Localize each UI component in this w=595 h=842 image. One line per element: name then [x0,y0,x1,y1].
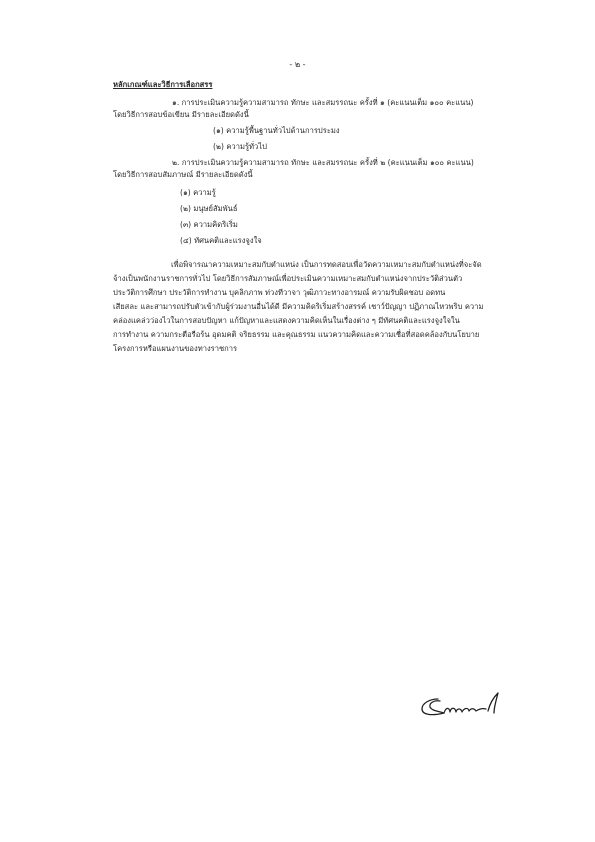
handwritten-signature [416,689,516,721]
paragraph-line: โครงการหรือแผนงานของทางราชการ [113,344,238,353]
section-heading: หลักเกณฑ์และวิธีการเลือกสรร [113,80,213,89]
criterion-1-item-2: (๒) ความรู้ทั่วไป [213,142,267,151]
interview-paragraph [113,258,493,356]
paragraph-line: คล่องแคล่วว่องไวในการสอบปัญหา แก้ปัญหาและแสดงความคิดเห็นในเรื่องต่าง ๆ มีทัศนคติและแรงจูงใจใน [113,316,460,325]
criterion-1-line-1: ๑. การประเมินความรู้ความสามารถ ทักษะ และสมรรถนะ ครั้งที่ ๑ (คะแนนเต็ม ๑๐๐ คะแนน) [172,98,474,107]
criterion-2-line-1: ๒. การประเมินความรู้ความสามารถ ทักษะ และสมรรถนะ ครั้งที่ ๒ (คะแนนเต็ม ๑๐๐ คะแนน) [172,158,474,167]
paragraph-line: จ้างเป็นพนักงานราชการทั่วไป โดยวิธีการสัมภาษณ์เพื่อประเมินความเหมาะสมกับตำแหน่งจากประวัติส่วนตัว [113,274,463,283]
criterion-1-line-2: โดยวิธีการสอบข้อเขียน มีรายละเอียดดังนี้ [113,110,249,119]
page-number: - ๒ - [289,60,306,69]
paragraph-line: เสียสละ และสามารถปรับตัวเข้ากับผู้ร่วมงานอื่นได้ดี มีความคิดริเริ่มสร้างสรรค์ เชาว์ปัญญา ปฏิภาณไหวพริบ ความ [113,302,484,311]
criterion-1-item-1: (๑) ความรู้พื้นฐานทั่วไปด้านการประมง [213,126,340,135]
paragraph-line: ประวัติการศึกษา ประวัติการทำงาน บุคลิกภาพ ท่วงทีวาจา วุฒิภาวะทางอารมณ์ ความรับผิดชอบ อดทน [113,288,446,297]
criterion-2-item-4: (๔) ทัศนคติและแรงจูงใจ [180,236,262,245]
criterion-2-item-3: (๓) ความคิดริเริ่ม [180,220,238,229]
criterion-2-item-2: (๒) มนุษย์สัมพันธ์ [180,204,238,213]
paragraph-line: การทำงาน ความกระตือรือร้น อุดมคติ จริยธรรม และคุณธรรม แนวความคิดและความเชื่อที่สอดคล้องกับนโยบาย [113,330,480,339]
paragraph-line: เพื่อพิจารณาความเหมาะสมกับตำแหน่ง เป็นการทดสอบเพื่อวัดความเหมาะสมกับตำแหน่งที่จะจัด [171,260,482,269]
criterion-2-line-2: โดยวิธีการสอบสัมภาษณ์ มีรายละเอียดดังนี้ [113,170,253,179]
criterion-2-item-1: (๑) ความรู้ [180,188,216,197]
